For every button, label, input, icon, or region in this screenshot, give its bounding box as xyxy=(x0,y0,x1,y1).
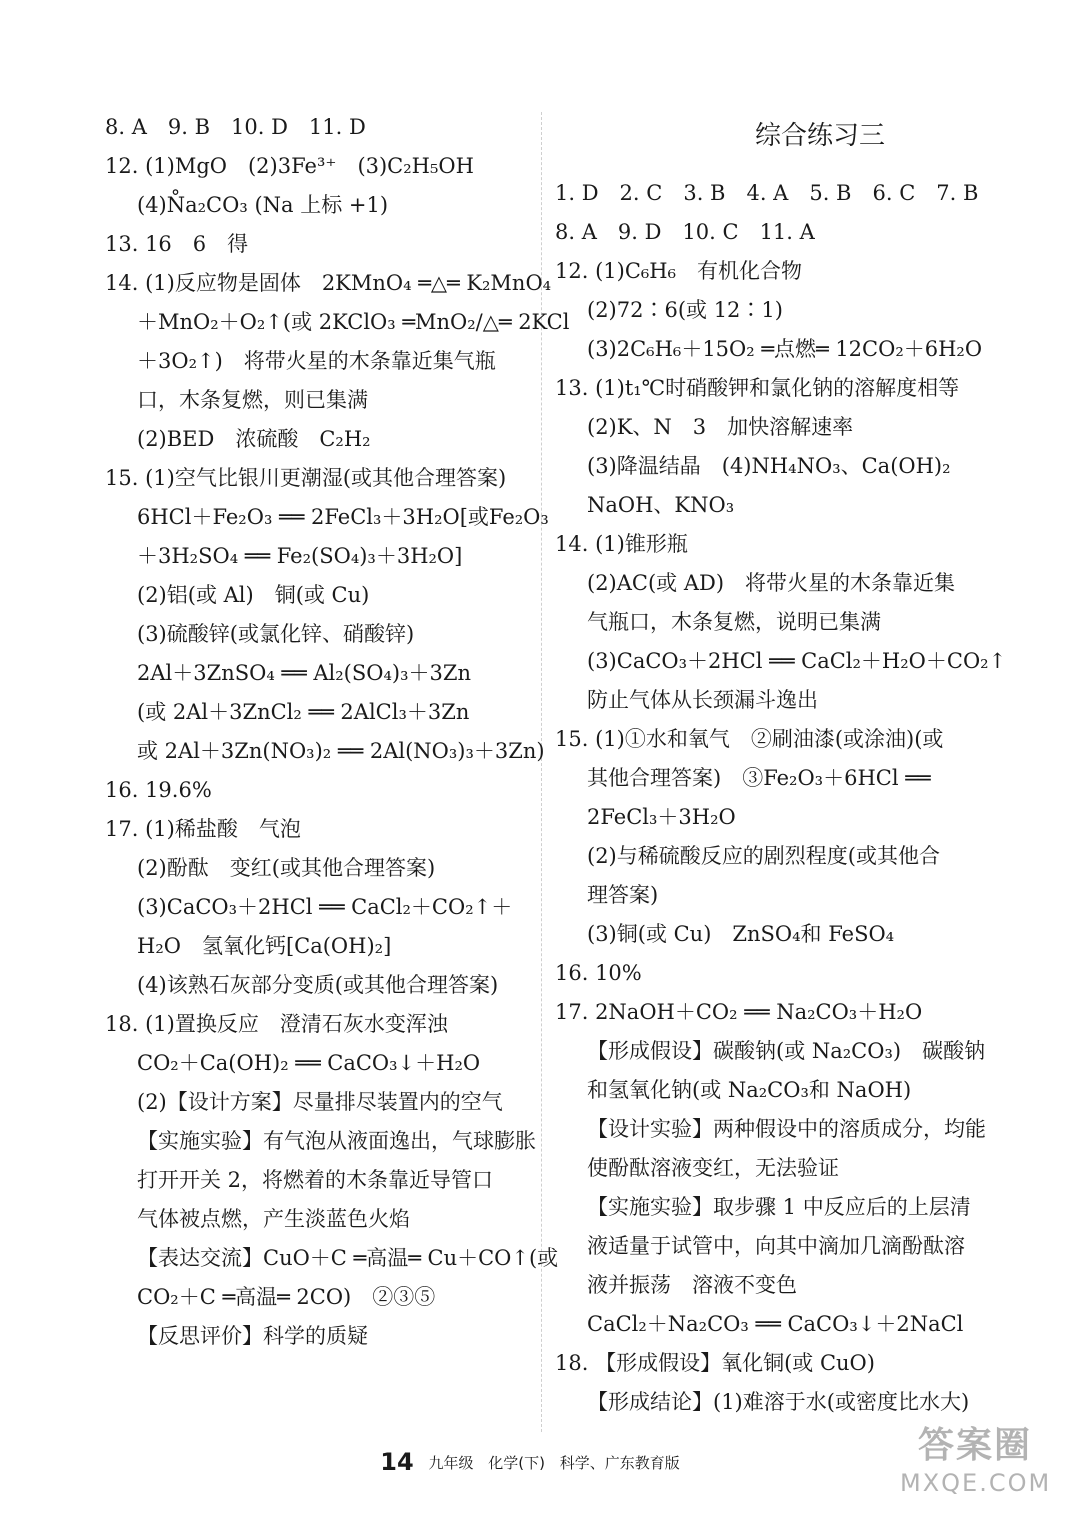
right-column xyxy=(555,108,1007,1422)
answer-line: CO₂＋C ═高温═ 2CO) ②③⑤ xyxy=(137,1285,436,1309)
answer-line: 和氢氧化钠(或 Na₂CO₃和 NaOH) xyxy=(587,1078,912,1102)
answer-line: (4)该熟石灰部分变质(或其他合理答案) xyxy=(137,973,499,997)
answer-line: 15. (1)①水和氧气 ②刷油漆(或涂油)(或 xyxy=(555,727,944,751)
answer-line: 14. (1)锥形瓶 xyxy=(555,532,688,556)
answer-line: 1. D 2. C 3. B 4. A 5. B 6. C 7. B xyxy=(555,181,979,205)
answer-line: (2)K、N 3 加快溶解速率 xyxy=(587,415,854,439)
answer-line: 【设计实验】两种假设中的溶质成分，均能 xyxy=(587,1117,986,1141)
answer-line: 使酚酞溶液变红，无法验证 xyxy=(587,1156,839,1180)
answer-line: 【实施实验】取步骤 1 中反应后的上层清 xyxy=(587,1195,971,1219)
answer-line: 16. 10% xyxy=(555,961,642,985)
footer-subject: 化学(下) xyxy=(488,1454,545,1472)
answer-line: 【形成结论】(1)难溶于水(或密度比水大) xyxy=(587,1390,970,1414)
answer-line: ＋3O₂↑) 将带火星的木条靠近集气瓶 xyxy=(137,349,496,373)
answer-line: 理答案) xyxy=(587,883,659,907)
answer-line: ＋3H₂SO₄ ══ Fe₂(SO₄)₃＋3H₂O] xyxy=(137,544,463,568)
answer-line: 13. 16 6 得 xyxy=(105,232,249,256)
answer-line: (2)酚酞 变红(或其他合理答案) xyxy=(137,856,436,880)
watermark-line2: MXQE.COM xyxy=(900,1469,1052,1497)
answer-line: 【表达交流】CuO＋C ═高温═ Cu＋CO↑(或 xyxy=(137,1246,559,1270)
answer-line: (3)CaCO₃＋2HCl ══ CaCl₂＋H₂O＋CO₂↑ xyxy=(587,649,1007,673)
answer-line: 2FeCl₃＋3H₂O xyxy=(587,805,736,829)
answer-line: 8. A 9. B 10. D 11. D xyxy=(105,115,366,139)
page-number: 14 xyxy=(380,1448,414,1476)
answer-line: 气瓶口，木条复燃，说明已集满 xyxy=(587,610,881,634)
answer-line: (3)降温结晶 (4)NH₄NO₃、Ca(OH)₂ xyxy=(587,454,951,478)
answer-line: CaCl₂＋Na₂CO₃ ══ CaCO₃↓＋2NaCl xyxy=(587,1312,964,1336)
footer-edition: 科学、广东教育版 xyxy=(559,1454,680,1472)
answer-line: 6HCl＋Fe₂O₃ ══ 2FeCl₃＋3H₂O[或Fe₂O₃ xyxy=(137,505,549,529)
answer-line: 12. (1)MgO (2)3Fe³⁺ (3)C₂H₅OH xyxy=(105,154,474,178)
answer-line: 防止气体从长颈漏斗逸出 xyxy=(587,688,818,712)
answer-line: ＋MnO₂＋O₂↑(或 2KClO₃ ═MnO₂/△═ 2KCl xyxy=(137,310,570,334)
answer-line: 液适量于试管中，向其中滴加几滴酚酞溶 xyxy=(587,1234,965,1258)
answer-line: (3)硫酸锌(或氯化锌、硝酸锌) xyxy=(137,622,415,646)
answer-line: (2)BED 浓硫酸 C₂H₂ xyxy=(137,427,371,451)
answer-line: (3)CaCO₃＋2HCl ══ CaCl₂＋CO₂↑＋ xyxy=(137,895,513,919)
answer-line: (4)N̊a₂CO₃ (Na 上标 +1) xyxy=(137,193,389,217)
footer-grade: 九年级 xyxy=(428,1454,474,1472)
answer-line: 气体被点燃，产生淡蓝色火焰 xyxy=(137,1207,410,1231)
watermark xyxy=(900,1424,1050,1514)
answer-line: (2)与稀硫酸反应的剧烈程度(或其他合 xyxy=(587,844,940,868)
answer-line: 口，木条复燃，则已集满 xyxy=(137,388,368,412)
answer-line: 13. (1)t₁℃时硝酸钾和氯化钠的溶解度相等 xyxy=(555,376,960,400)
answer-line: (2)72∶6(或 12∶1) xyxy=(587,298,783,322)
answer-line: 【实施实验】有气泡从液面逸出，气球膨胀 xyxy=(137,1129,536,1153)
answer-line: 16. 19.6% xyxy=(105,778,212,802)
answer-line: 2Al＋3ZnSO₄ ══ Al₂(SO₄)₃＋3Zn xyxy=(137,661,471,685)
answer-line: 18. (1)置换反应 澄清石灰水变浑浊 xyxy=(105,1012,448,1036)
answer-line: (2)【设计方案】尽量排尽装置内的空气 xyxy=(137,1090,503,1114)
answer-line: 【形成假设】碳酸钠(或 Na₂CO₃) 碳酸钠 xyxy=(587,1039,986,1063)
left-column xyxy=(105,108,570,1356)
answer-line: 【反思评价】科学的质疑 xyxy=(137,1324,368,1348)
answer-line: (3)2C₆H₆＋15O₂ ═点燃═ 12CO₂＋6H₂O xyxy=(587,337,983,361)
answer-line: 12. (1)C₆H₆ 有机化合物 xyxy=(555,259,803,283)
answer-line: CO₂＋Ca(OH)₂ ══ CaCO₃↓＋H₂O xyxy=(137,1051,481,1075)
answer-line: 或 2Al＋3Zn(NO₃)₂ ══ 2Al(NO₃)₃＋3Zn) xyxy=(137,739,545,763)
answer-line: 打开开关 2，将燃着的木条靠近导管口 xyxy=(137,1168,494,1192)
answer-line: (2)AC(或 AD) 将带火星的木条靠近集 xyxy=(587,571,956,595)
answer-line: NaOH、KNO₃ xyxy=(587,493,735,517)
answer-line: 其他合理答案) ③Fe₂O₃＋6HCl ══ xyxy=(587,766,931,790)
answer-line: 15. (1)空气比银川更潮湿(或其他合理答案) xyxy=(105,466,507,490)
section-title: 综合练习三 xyxy=(754,121,885,151)
answer-line: 液并振荡 溶液不变色 xyxy=(587,1273,797,1297)
answer-line: (或 2Al＋3ZnCl₂ ══ 2AlCl₃＋3Zn xyxy=(137,700,470,724)
answer-line: (3)铜(或 Cu) ZnSO₄和 FeSO₄ xyxy=(587,922,895,946)
watermark-line1: 答案圈 xyxy=(917,1425,1032,1466)
answer-line: (2)铝(或 Al) 铜(或 Cu) xyxy=(137,583,370,607)
answer-line: 14. (1)反应物是固体 2KMnO₄ ═△═ K₂MnO₄ xyxy=(105,271,552,295)
answer-line: 8. A 9. D 10. C 11. A xyxy=(555,220,815,244)
answer-line: 17. 2NaOH＋CO₂ ══ Na₂CO₃＋H₂O xyxy=(555,1000,923,1024)
answer-line: 17. (1)稀盐酸 气泡 xyxy=(105,817,301,841)
answer-line: H₂O 氢氧化钙[Ca(OH)₂] xyxy=(137,934,392,958)
answer-line: 18. 【形成假设】氧化铜(或 CuO) xyxy=(555,1351,875,1375)
